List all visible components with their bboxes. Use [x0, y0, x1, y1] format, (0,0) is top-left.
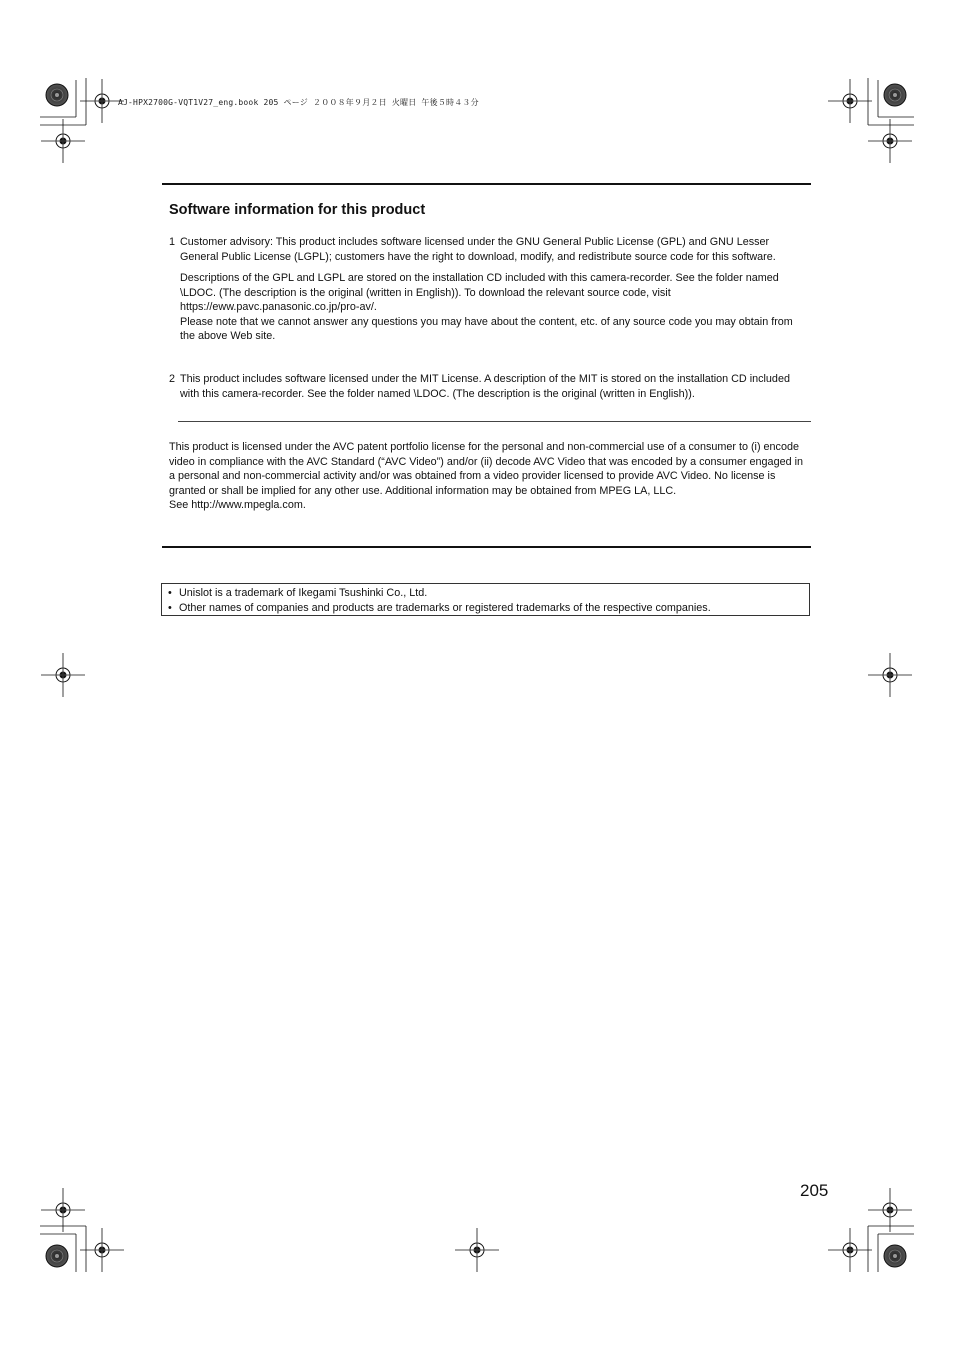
- top-left-corner-mark: [40, 78, 124, 163]
- trademark-box: [161, 583, 810, 616]
- left-middle-cross-mark: [41, 653, 85, 697]
- right-middle-cross-mark: [868, 653, 912, 697]
- item-number: 1: [169, 236, 176, 248]
- item-paragraph: This product includes software licensed under the MIT License. A description of the MIT is stored on the installation CD included with this camera-recorder. See the folder named \LDOC. (The description is the original (written in English)).: [180, 373, 790, 400]
- avc-notice-text: This product is licensed under the AVC patent portfolio license for the personal and non-commercial use of a consumer to (i) encode video in compliance with the AVC Standard (“AVC Video”) and/or (ii) decode AVC Video that was encoded by a consumer engaged in a personal and non-commercial activity and/or was obtained from a video provider licensed to provide AVC Video. No license is granted or shall be implied for any other use. Additional information may be obtained from MPEG LA, LLC.: [169, 441, 803, 497]
- page-number: 205: [800, 1181, 829, 1200]
- item-paragraph: Descriptions of the GPL and LGPL are stored on the installation CD included with this camera-recorder. See the folder named \LDOC. (The description is the original (written in English)). To download the relevant source code, visit https://eww.pavc.panasonic.co.jp/pro-av/.: [180, 272, 779, 313]
- print-file-header: AJ-HPX2700G-VQT1V27_eng.book 205 ページ ２００８年９月２日 火曜日 午後５時４３分: [118, 98, 479, 107]
- avc-license-notice: [169, 440, 809, 513]
- item-paragraph: Please note that we cannot answer any questions you may have about the content, etc. of any source code you may obtain from the above Web site.: [180, 315, 793, 342]
- item-paragraph: Customer advisory: This product includes software licensed under the GNU General Public License (GPL) and GNU Lesser General Public License (LGPL); customers have the right to download, modify, and redistribute source code for this software.: [180, 236, 776, 263]
- section-top-rule: [162, 183, 811, 185]
- bottom-center-cross-mark: [455, 1228, 499, 1272]
- software-item-1: [169, 235, 809, 344]
- section-bottom-rule: [162, 546, 811, 548]
- trademark-item: • Other names of companies and products are trademarks or registered trademarks of the respective companies.: [168, 601, 809, 616]
- avc-notice-link: See http://www.mpegla.com.: [169, 499, 306, 511]
- top-right-corner-mark: [828, 78, 914, 163]
- section-title: Software information for this product: [169, 202, 426, 218]
- trademark-item: • Unislot is a trademark of Ikegami Tsushinki Co., Ltd.: [168, 586, 809, 601]
- item-number: 2: [169, 373, 176, 385]
- software-item-2: [169, 372, 809, 401]
- section-divider: [178, 421, 811, 422]
- bottom-left-corner-mark: [40, 1188, 124, 1272]
- bottom-right-corner-mark: [828, 1188, 914, 1272]
